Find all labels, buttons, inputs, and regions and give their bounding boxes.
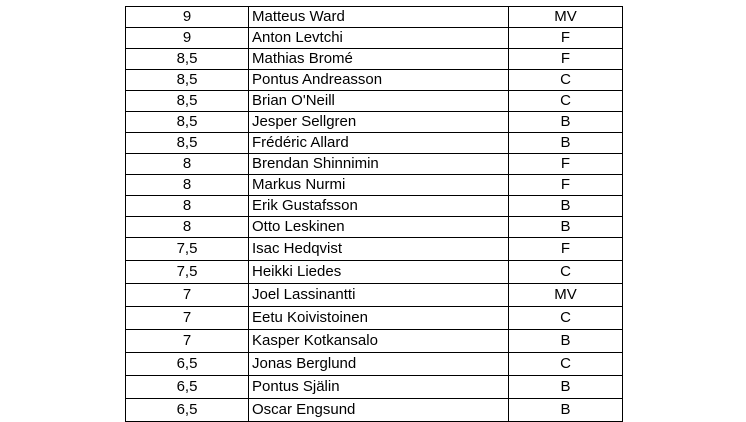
score-cell: 6,5 [126,399,249,422]
player-name-cell: Frédéric Allard [249,133,509,154]
score-cell: 7 [126,284,249,307]
player-name-cell: Jonas Berglund [249,353,509,376]
player-name-cell: Jesper Sellgren [249,112,509,133]
player-name-cell: Isac Hedqvist [249,238,509,261]
table-row [126,91,623,112]
score-cell: 6,5 [126,353,249,376]
table-row [126,399,623,422]
player-name-cell: Heikki Liedes [249,261,509,284]
player-name-cell: Anton Levtchi [249,28,509,49]
score-cell: 8 [126,196,249,217]
player-rating-table [125,6,623,422]
table-row [126,238,623,261]
score-cell: 8,5 [126,112,249,133]
position-cell: C [509,91,623,112]
score-cell: 6,5 [126,376,249,399]
table-row [126,154,623,175]
score-cell: 8 [126,154,249,175]
player-name-cell: Mathias Bromé [249,49,509,70]
player-name-cell: Joel Lassinantti [249,284,509,307]
position-cell: C [509,70,623,91]
position-cell: F [509,154,623,175]
player-name-cell: Pontus Själin [249,376,509,399]
table-row [126,217,623,238]
table-row [126,196,623,217]
table-row [126,353,623,376]
score-cell: 8,5 [126,49,249,70]
score-cell: 8,5 [126,91,249,112]
player-name-cell: Eetu Koivistoinen [249,307,509,330]
position-cell: B [509,330,623,353]
table-row [126,7,623,28]
score-cell: 9 [126,28,249,49]
player-name-cell: Otto Leskinen [249,217,509,238]
position-cell: B [509,399,623,422]
position-cell: B [509,196,623,217]
position-cell: C [509,307,623,330]
player-name-cell: Brian O'Neill [249,91,509,112]
score-cell: 7 [126,307,249,330]
player-name-cell: Oscar Engsund [249,399,509,422]
score-cell: 7,5 [126,238,249,261]
position-cell: B [509,112,623,133]
position-cell: F [509,238,623,261]
table-row [126,70,623,91]
score-cell: 7,5 [126,261,249,284]
table-row [126,133,623,154]
table-row [126,330,623,353]
score-cell: 9 [126,7,249,28]
player-name-cell: Pontus Andreasson [249,70,509,91]
score-cell: 8,5 [126,133,249,154]
position-cell: B [509,133,623,154]
table-row [126,284,623,307]
score-cell: 8 [126,217,249,238]
table-row [126,112,623,133]
table-row [126,376,623,399]
table-row [126,175,623,196]
table-row [126,261,623,284]
position-cell: F [509,49,623,70]
table-row [126,49,623,70]
position-cell: C [509,261,623,284]
position-cell: F [509,28,623,49]
position-cell: B [509,217,623,238]
player-name-cell: Erik Gustafsson [249,196,509,217]
score-cell: 8 [126,175,249,196]
position-cell: MV [509,7,623,28]
player-rating-table-body [126,7,623,422]
position-cell: MV [509,284,623,307]
position-cell: C [509,353,623,376]
table-row [126,28,623,49]
score-cell: 8,5 [126,70,249,91]
score-cell: 7 [126,330,249,353]
player-name-cell: Matteus Ward [249,7,509,28]
table-row [126,307,623,330]
player-name-cell: Kasper Kotkansalo [249,330,509,353]
player-name-cell: Markus Nurmi [249,175,509,196]
player-name-cell: Brendan Shinnimin [249,154,509,175]
position-cell: B [509,376,623,399]
position-cell: F [509,175,623,196]
